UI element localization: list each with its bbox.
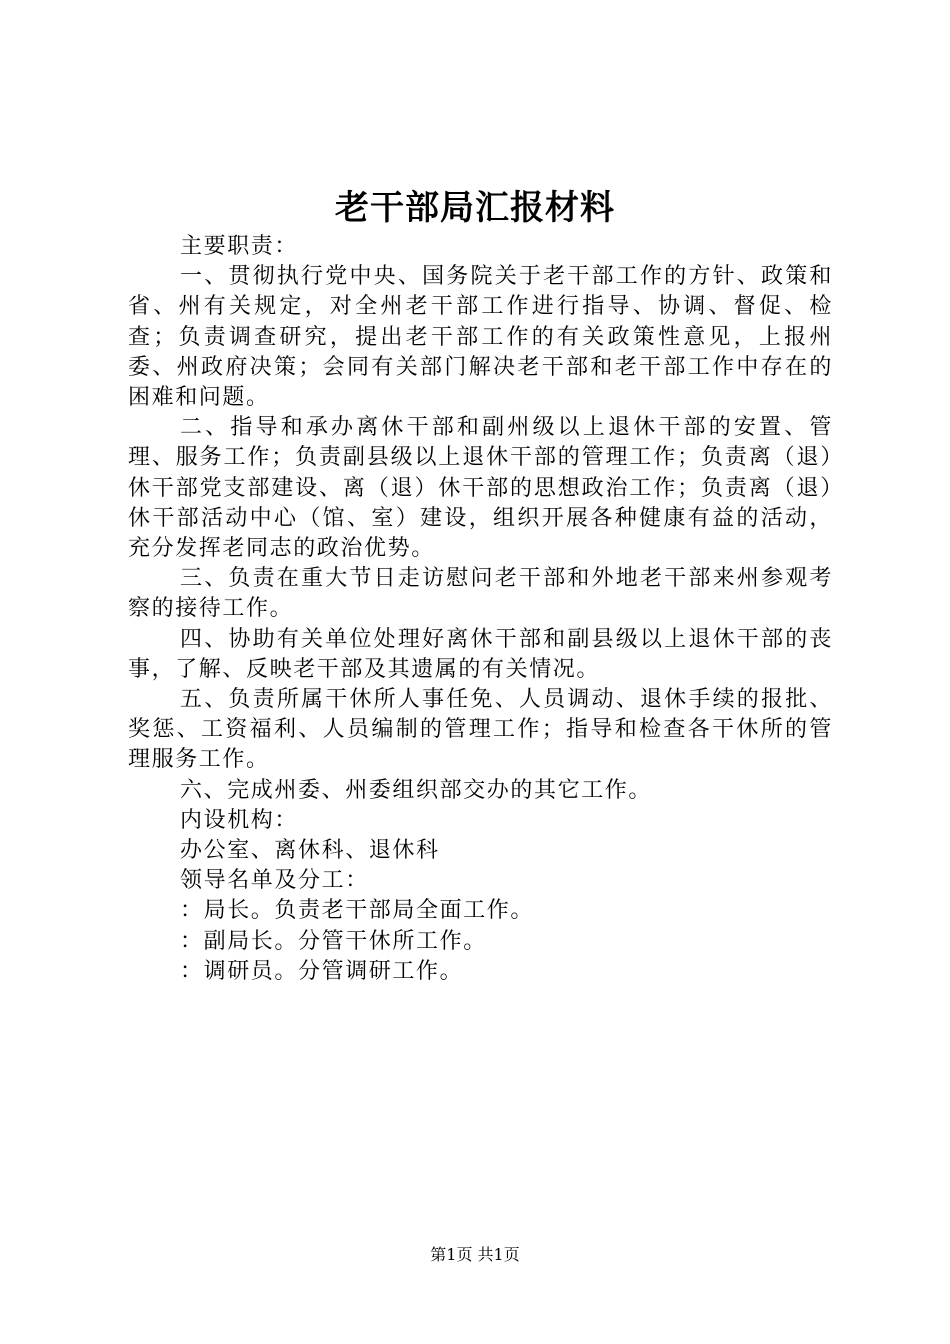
paragraph-main-duties-heading: 主要职责： — [180, 234, 299, 259]
document-title: 老干部局汇报材料 — [335, 188, 615, 228]
paragraph-duty-6: 六、完成州委、州委组织部交办的其它工作。 — [180, 777, 653, 803]
paragraph-duty-5: 五、负责所属干休所人事任免、人员调动、退休手续的报批、奖惩、工资福利、人员编制的管理工作；指导和检查各干休所的管理服务工作。 — [128, 687, 833, 773]
paragraph-duty-2: 二、指导和承办离休干部和副州级以上退休干部的安置、管理、服务工作；负责副县级以上退休干部的管理工作；负责离（退）休干部党支部建设、离（退）休干部的思想政治工作；负责离（退）休干部活动中心（馆、室）建设，组织开展各种健康有益的活动，充分发挥老同志的政治优势。 — [128, 415, 833, 562]
paragraph-leader-2: ：副局长。分管干休所工作。 — [180, 928, 487, 954]
document-body — [128, 232, 833, 987]
paragraph-duty-1: 一、贯彻执行党中央、国务院关于老干部工作的方针、政策和省、州有关规定，对全州老干部工作进行指导、协调、督促、检查；负责调查研究，提出老干部工作的有关政策性意见，上报州委、州政府决策；会同有关部门解决老干部和老干部工作中存在的困难和问题。 — [128, 264, 833, 411]
page-footer: 第1页 共1页 — [430, 1245, 520, 1264]
paragraph-duty-4: 四、协助有关单位处理好离休干部和副县级以上退休干部的丧事，了解、反映老干部及其遗属的有关情况。 — [128, 626, 833, 682]
paragraph-internal-structure-heading: 内设机构： — [180, 807, 299, 833]
paragraph-leader-1: ：局长。负责老干部局全面工作。 — [180, 898, 535, 924]
paragraph-duty-3: 三、负责在重大节日走访慰问老干部和外地老干部来州参观考察的接待工作。 — [128, 566, 833, 622]
paragraph-leadership-heading: 领导名单及分工： — [180, 868, 369, 894]
paragraph-internal-structure-list: 办公室、离休科、退休科 — [180, 838, 440, 864]
paragraph-leader-3: ：调研员。分管调研工作。 — [180, 958, 464, 984]
